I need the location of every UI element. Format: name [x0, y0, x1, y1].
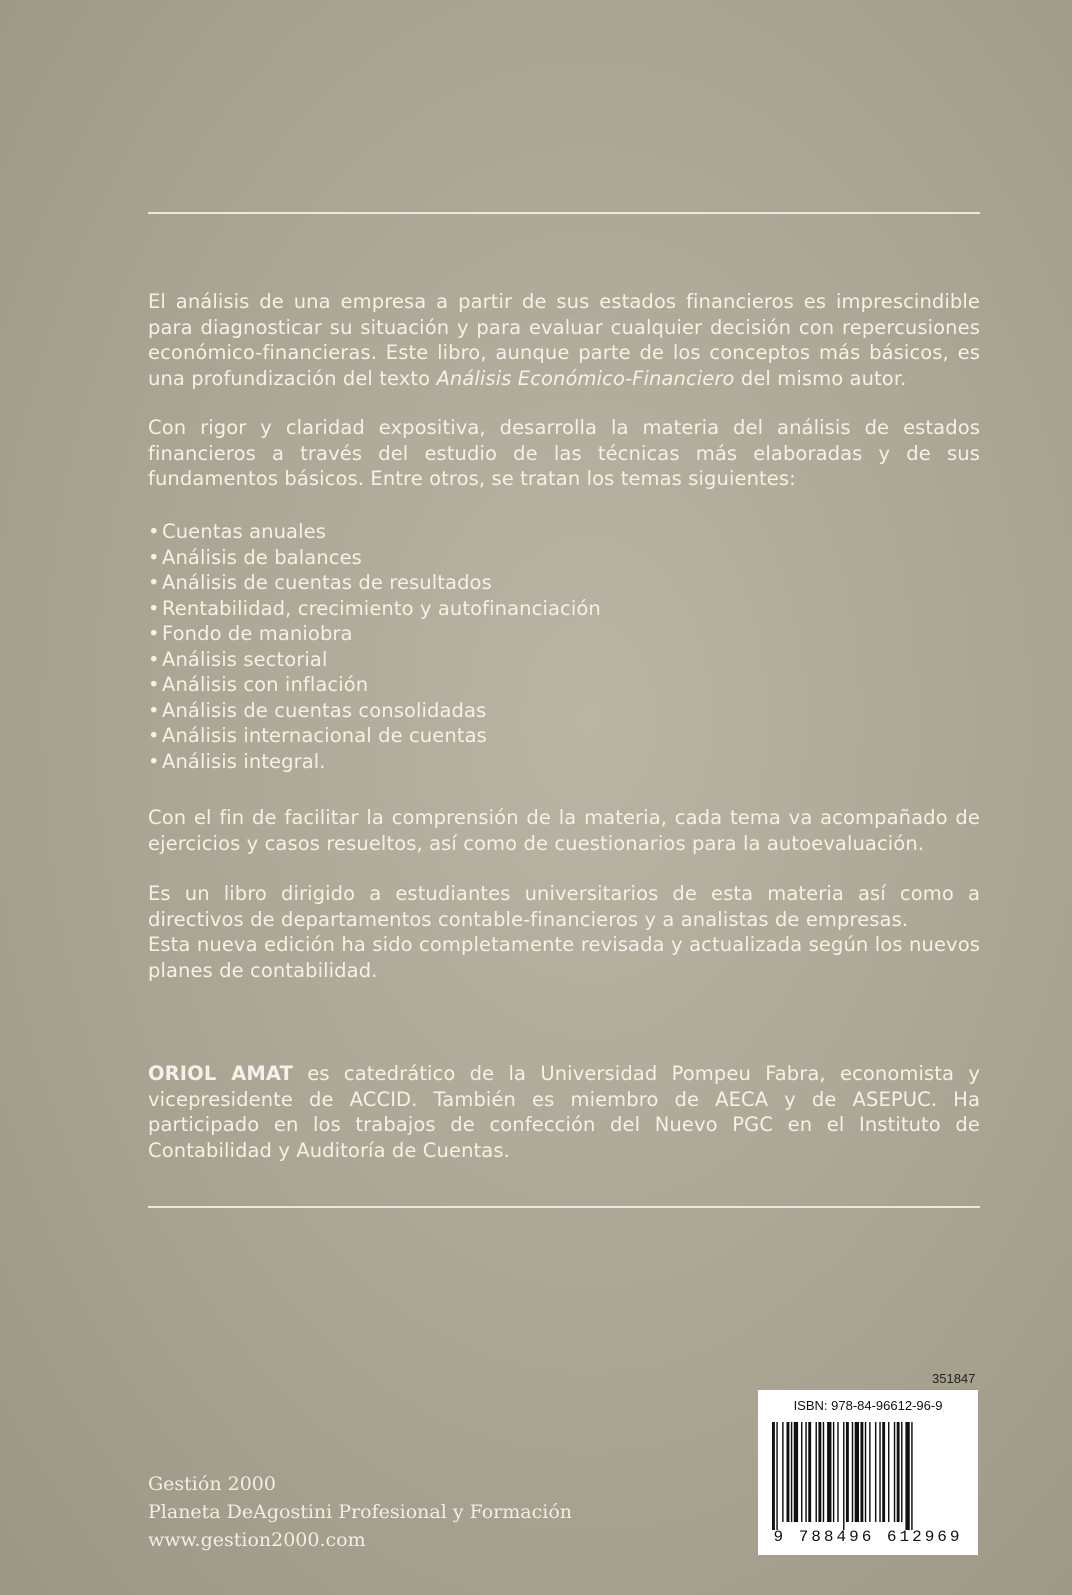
barcode-icon	[768, 1422, 968, 1530]
topic-item	[148, 545, 980, 571]
barcode-bar	[776, 1422, 777, 1530]
topic-label: Análisis de balances	[162, 545, 362, 569]
bullet-icon: •	[148, 647, 160, 671]
barcode-bar	[846, 1422, 849, 1522]
topic-item	[148, 621, 980, 647]
audience-paragraph	[148, 881, 980, 983]
intro-text: El análisis de una empresa a partir de sus estados financieros es imprescindible para diagnosticar su situación y para evaluar cualquier decisión con repercusiones económico-financieras. Este libro, aunque parte de los conceptos más básicos, es una profundización del texto	[148, 290, 980, 390]
bullet-icon: •	[148, 622, 160, 645]
isbn-text: ISBN: 978-84-96612-96-9	[793, 1398, 943, 1413]
bullet-icon: •	[148, 571, 160, 594]
barcode-bar	[882, 1422, 885, 1522]
barcode-bar	[869, 1422, 870, 1522]
topic-item	[148, 698, 980, 724]
topic-label: Análisis internacional de cuentas	[162, 724, 487, 747]
topic-item	[148, 647, 980, 673]
topic-item	[148, 519, 980, 545]
topic-label: Análisis de cuentas consolidadas	[162, 698, 487, 722]
topic-label: Análisis con inflación	[162, 673, 369, 696]
product-code: 351847	[932, 1371, 976, 1386]
author-bio	[148, 1061, 980, 1163]
topics-intro-paragraph: Con rigor y claridad expositiva, desarrolla la materia del análisis de estados financieros a través del estudio de las técnicas más elaboradas y de sus fundamentos básicos. Entre otros, se tratan los temas siguientes:	[148, 416, 980, 490]
referenced-book-title: Análisis Económico-Financiero	[436, 366, 735, 390]
barcode-bar	[791, 1422, 792, 1522]
topic-item	[148, 723, 980, 749]
bullet-icon: •	[148, 698, 160, 722]
barcode-bar	[897, 1422, 900, 1522]
barcode-bar	[801, 1422, 802, 1522]
exercises-paragraph: Con el fin de facilitar la comprensión de la materia, cada tema va acompañado de ejercicios y casos resueltos, así como de cuestionarios para la autoevaluación.	[148, 806, 980, 855]
topic-label: Análisis integral.	[162, 749, 326, 773]
barcode-label	[758, 1390, 978, 1555]
barcode-bar	[875, 1422, 876, 1522]
barcode-bar	[837, 1422, 838, 1522]
barcode-bar	[879, 1422, 880, 1522]
barcode-bar	[816, 1422, 817, 1522]
topic-label: Análisis de cuentas de resultados	[162, 571, 492, 594]
publisher-name: Gestión 2000	[148, 1473, 276, 1495]
intro-paragraph	[148, 289, 980, 391]
topic-label: Análisis sectorial	[162, 647, 328, 671]
bullet-icon: •	[148, 724, 160, 747]
barcode-bar	[808, 1422, 811, 1522]
barcode-bar	[827, 1422, 831, 1522]
barcode-bar	[905, 1422, 909, 1530]
barcode-bar	[794, 1422, 798, 1522]
barcode-bar	[911, 1422, 912, 1530]
barcode-bar	[894, 1422, 895, 1522]
topic-item	[148, 596, 980, 622]
barcode-bar	[772, 1422, 775, 1530]
top-divider	[148, 212, 980, 214]
publisher-block	[148, 1470, 572, 1554]
bullet-icon: •	[148, 673, 160, 696]
barcode-digits: 9 788496 612969	[773, 1528, 963, 1546]
publisher-group: Planeta DeAgostini Profesional y Formación	[148, 1501, 572, 1523]
barcode-bar	[852, 1422, 853, 1522]
barcode-bar	[805, 1422, 806, 1522]
barcode-bar	[855, 1422, 859, 1522]
topic-label: Fondo de maniobra	[162, 622, 353, 645]
bottom-divider	[148, 1206, 980, 1208]
intro-text-end: del mismo autor.	[734, 366, 907, 390]
topic-item	[148, 749, 980, 775]
topic-list	[148, 519, 980, 774]
audience-text: Es un libro dirigido a estudiantes universitarios de esta materia así como a directivos de departamentos contable-financieros y a analistas de empresas.	[148, 882, 980, 931]
barcode-bar	[818, 1422, 821, 1522]
bullet-icon: •	[148, 596, 160, 620]
barcode-bar	[901, 1422, 902, 1522]
barcode-bar	[787, 1422, 790, 1522]
bullet-icon: •	[148, 520, 160, 543]
bullet-icon: •	[148, 545, 160, 569]
barcode-bar	[865, 1422, 866, 1522]
topic-label: Rentabilidad, crecimiento y autofinanciación	[162, 596, 601, 620]
edition-text: Esta nueva edición ha sido completamente revisada y actualizada según los nuevos planes de contabilidad.	[148, 933, 980, 982]
publisher-website[interactable]: www.gestion2000.com	[148, 1529, 366, 1551]
author-name: ORIOL AMAT	[148, 1062, 293, 1085]
barcode-bar	[833, 1422, 834, 1522]
author-bio-text: es catedrático de la Universidad Pompeu Fabra, economista y vicepresidente de ACCID. También es miembro de AECA y de ASEPUC. Ha participado en los trabajos de confección del Nuevo PGC en el Instituto de Contabilidad y Auditoría de Cuentas.	[148, 1062, 981, 1162]
barcode-bar	[823, 1422, 824, 1522]
barcode-bar	[843, 1422, 844, 1530]
barcode-bar	[888, 1422, 889, 1522]
barcode-bar	[860, 1422, 863, 1522]
bullet-icon: •	[148, 749, 160, 773]
barcode-bar	[782, 1422, 783, 1522]
topic-item	[148, 570, 980, 596]
topic-label: Cuentas anuales	[162, 520, 326, 543]
topic-item	[148, 672, 980, 698]
